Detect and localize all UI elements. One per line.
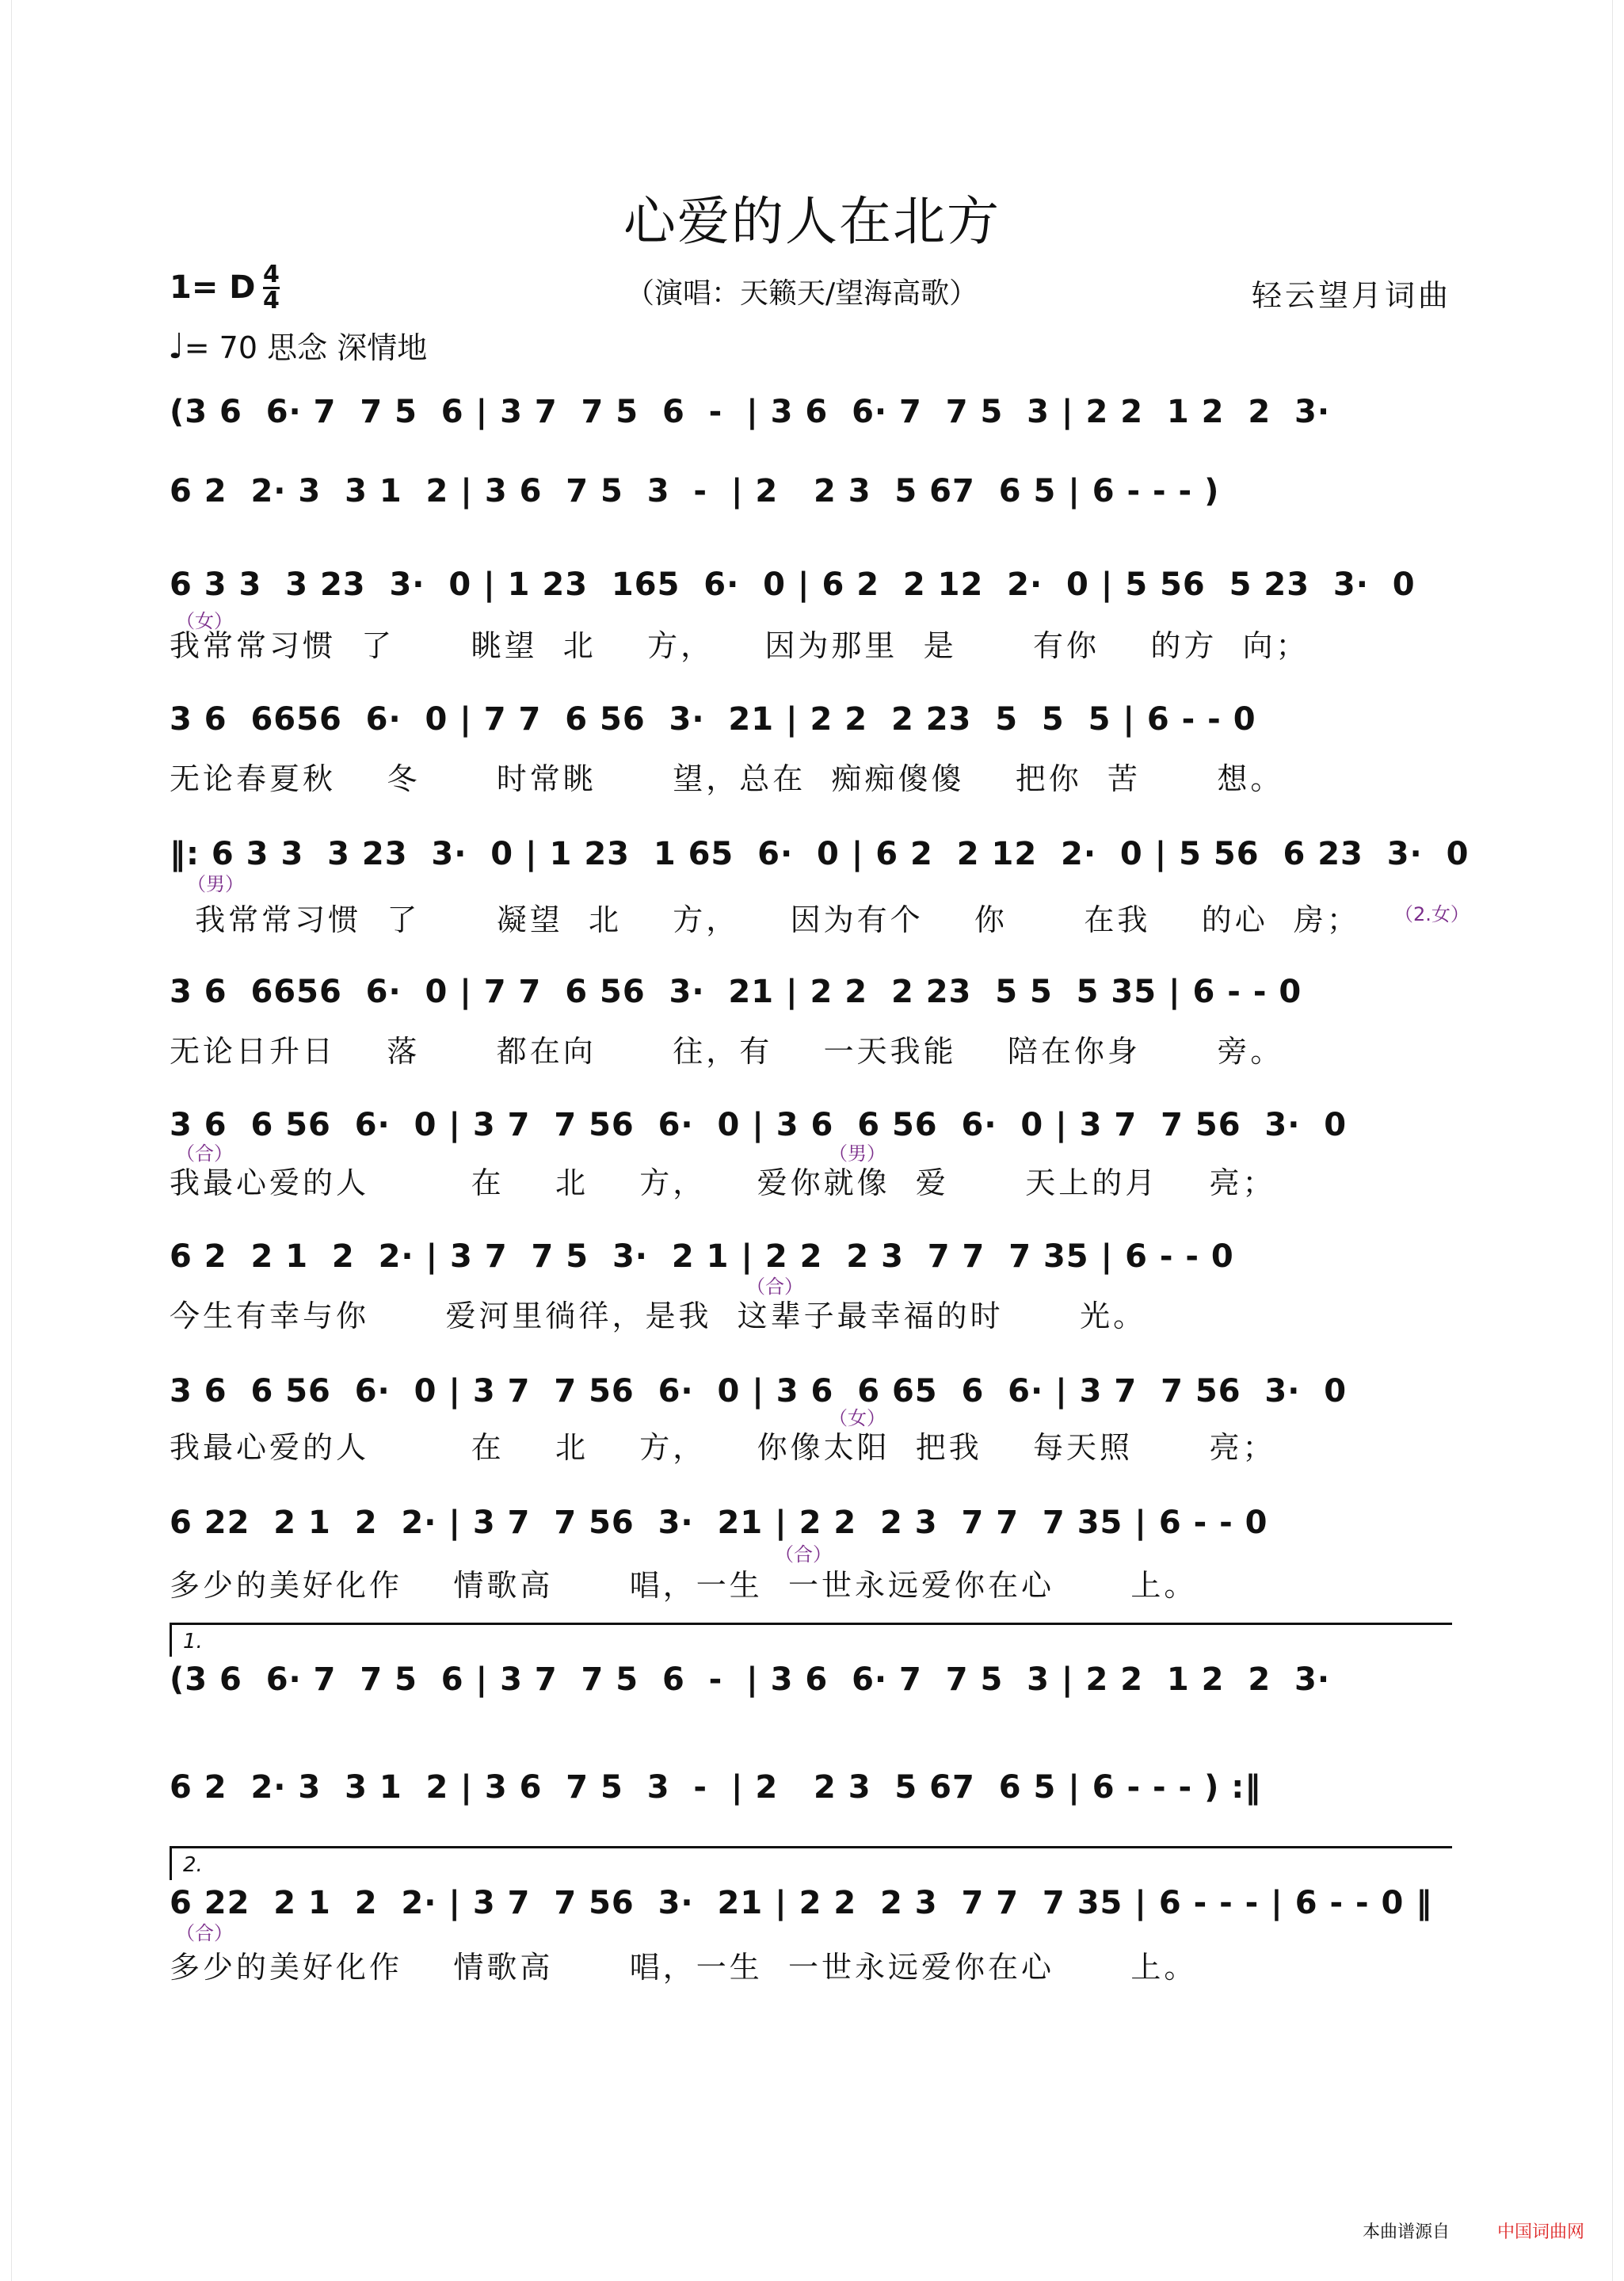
key-signature: 1= D [170, 269, 256, 306]
score-row-4 [170, 696, 1461, 751]
lyric-line: 我常常习惯 了 眺望 北 方， 因为那里 是 有你 的方 向； [170, 628, 1309, 663]
notation-line: 3 6 6 56 6· 0 | 3 7 7 56 6· 0 | 3 6 6 65 6 6· | 3 7 7 56 3· 0 [170, 1373, 1348, 1409]
volta-first-label: 1. [183, 1630, 203, 1654]
notation-line: 6 2 2· 3 3 1 2 | 3 6 7 5 3 - | 2 2 3 5 67 6 5 | 6 - - - ) [170, 473, 1220, 509]
notation-line: 3 6 6 56 6· 0 | 3 7 7 56 6· 0 | 3 6 6 56 6· 0 | 3 7 7 56 3· 0 [170, 1107, 1348, 1143]
score-row-7 [170, 1101, 1461, 1157]
composer-credit: 轻云望月词曲 [1252, 278, 1452, 313]
score-row-12 [170, 1764, 1461, 1819]
tempo-text: = 70 思念 深情地 [184, 330, 428, 365]
right-margin-strip [1612, 0, 1624, 2281]
part-male-label: （男） [829, 1142, 886, 1165]
singers-credit: （演唱：天籁天/望海高歌） [626, 277, 978, 310]
lyric-line: 无论日升日 落 都在向 往，有 一天我能 陪在你身 旁。 [170, 1034, 1284, 1069]
score-row-1 [170, 388, 1461, 444]
time-signature [263, 263, 280, 313]
lyric-line: 今生有幸与你 爱河里徜徉，是我 这辈子最幸福的时 光。 [170, 1299, 1147, 1333]
score-row-11 [170, 1656, 1461, 1711]
lyric-line: 多少的美好化作 情歌高 唱，一生 一世永远爱你在心 上。 [170, 1568, 1198, 1603]
volta-second-label: 2. [183, 1853, 203, 1877]
notation-line: 3 6 6656 6· 0 | 7 7 6 56 3· 21 | 2 2 2 23 5 5 5 | 6 - - 0 [170, 701, 1256, 738]
part-chorus-label: （合） [746, 1276, 803, 1298]
tempo-marking [168, 323, 427, 367]
score-row-3 [170, 561, 1461, 616]
part-female-label: （女） [176, 610, 233, 632]
notation-line: 6 2 2 1 2 2· | 3 7 7 5 3· 2 1 | 2 2 2 3 7 7 7 35 | 6 - - 0 [170, 1238, 1234, 1275]
notation-line: 6 2 2· 3 3 1 2 | 3 6 7 5 3 - | 2 2 3 5 67 6 5 | 6 - - - ) :‖ [170, 1769, 1262, 1806]
notation-line: ‖: 6 3 3 3 23 3· 0 | 1 23 1 65 6· 0 | 6 2 2 12 2· 0 | 5 56 6 23 3· 0 [170, 836, 1470, 872]
score-row-13 [170, 1879, 1461, 1935]
meter-top: 4 [263, 261, 280, 288]
lyric-line: 无论春夏秋 冬 时常眺 望，总在 痴痴傻傻 把你 苦 想。 [170, 761, 1284, 796]
source-label: 本曲谱源自 [1363, 2222, 1451, 2242]
notation-line: (3 6 6· 7 7 5 6 | 3 7 7 5 6 - | 3 6 6· 7 7 5 3 | 2 2 1 2 2 3· [170, 394, 1331, 430]
lyric-line: 我最心爱的人 在 北 方， 你像太阳 把我 每天照 亮； [170, 1430, 1276, 1465]
quarter-note-icon: ♩ [168, 326, 185, 367]
source-site-link[interactable]: 中国词曲网 [1497, 2222, 1585, 2242]
part-chorus-label: （合） [176, 1142, 233, 1165]
notation-line: 6 22 2 1 2 2· | 3 7 7 56 3· 21 | 2 2 2 3 7 7 7 35 | 6 - - 0 [170, 1505, 1268, 1541]
score-row-2 [170, 467, 1461, 523]
score-row-9 [170, 1367, 1461, 1423]
volta-first-ending [170, 1623, 1452, 1657]
part-second-female-label: （2.女） [1394, 903, 1470, 925]
score-row-8 [170, 1233, 1461, 1288]
part-male-label: （男） [187, 873, 244, 895]
part-chorus-label: （合） [775, 1543, 832, 1566]
notation-line: 6 3 3 3 23 3· 0 | 1 23 165 6· 0 | 6 2 2 12 2· 0 | 5 56 5 23 3· 0 [170, 566, 1416, 603]
volta-second-ending [170, 1846, 1452, 1880]
lyric-line: 多少的美好化作 情歌高 唱，一生 一世永远爱你在心 上。 [170, 1950, 1198, 1985]
notation-line: 6 22 2 1 2 2· | 3 7 7 56 3· 21 | 2 2 2 3 7 7 7 35 | 6 - - - | 6 - - 0 ‖ [170, 1885, 1433, 1921]
song-title: 心爱的人在北方 [623, 191, 1001, 252]
left-margin-strip [0, 0, 12, 2281]
lyric-line: 我常常习惯 了 凝望 北 方， 因为有个 你 在我 的心 房； [170, 902, 1360, 937]
score-row-6 [170, 968, 1461, 1024]
part-female-label: （女） [829, 1407, 886, 1429]
part-chorus-label: （合） [176, 1922, 233, 1944]
notation-line: 3 6 6656 6· 0 | 7 7 6 56 3· 21 | 2 2 2 23 5 5 5 35 | 6 - - 0 [170, 974, 1302, 1010]
meter-bottom: 4 [263, 287, 280, 315]
score-row-5 [170, 830, 1470, 886]
lyric-line: 我最心爱的人 在 北 方， 爱你就像 爱 天上的月 亮； [170, 1165, 1276, 1200]
notation-line: (3 6 6· 7 7 5 6 | 3 7 7 5 6 - | 3 6 6· 7 7 5 3 | 2 2 1 2 2 3· [170, 1661, 1331, 1698]
